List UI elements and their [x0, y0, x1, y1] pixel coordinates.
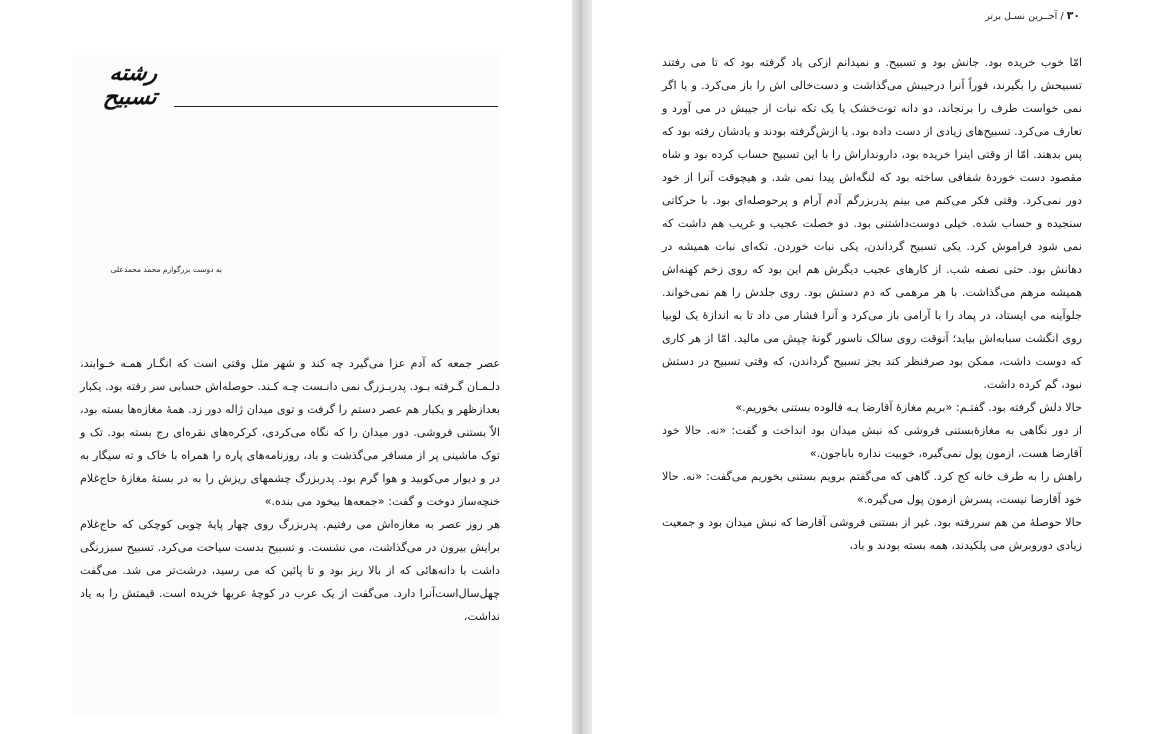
paragraph: عصر جمعه که آدم عزا می‌گیرد چه کند و شهر مثل وقتی است که انگـار همـه خـوابند، دلـمـان گـرفته بـود. پدربـزرگ نمی‌ دانـست چـه کـند. حوصله‌اش حسابی سر رفته بود. یکبار بعدازظهر و یکبار هم عصر دستم را گرفت و توی میدان ژاله دور زد. همهٔ مغازه‌ها بسته بود، الاّ بستنی فروشی. دور میدان را که نگاه می‌کردی، کرکره‌های نقره‌ای رج بسته بود. تک و توک ماشینی پر از مسافر می‌گذشت و باد، روزنامه‌های پاره را همراه با خاک و ته سیگار به در و دیوار می‌کوبید و هوا گرم بود. پدربزرگ چشمهای ریزش را به در بستهٔ مغازهٔ حاج‌غلام خنچه‌ساز دوخت و گفت: «جمعه‌ها بیخود می‌ بنده.»: [80, 357, 500, 508]
title-calligraphy: [84, 55, 180, 113]
paragraph: هر روز عصر به مغازه‌اش می رفتیم. پدربزرگ روی چهار پایهٔ چوبی کوچکی که حاج‌غلام برایش بیرون در می‌گذاشت، می نشست. و تسبیح بدست سیاحت می‌کرد. تسبیح سبزرنگی داشت با دانه‌هائی که از بالا ریز بود و تا پائین که می رسید، درشت‌تر می شد. می‌گفت چهل‌سال‌است‌آنرا دارد. می‌گفت از یک عرب در کوچهٔ عربها خریده است. قیمتش را به یاد نداشت،: [80, 518, 500, 623]
right-body-text: [662, 51, 1082, 557]
paragraph: حالا حوصلهٔ من هم سررفته بود. غیر از بستنی فروشی آقارضا که نبش میدان بود و جمعیت زیادی دوروبرش می پلکیدند، همه بسته بودند و باد،: [662, 516, 1082, 552]
title-underline: [174, 106, 498, 107]
running-header: ۳۰ / آخــرین نسـل برتر: [985, 9, 1080, 22]
paragraph: راهش را به طرف خانه کج کرد. گاهی که می‌گفتم برویم بستنی بخوریم می‌گفت: «نه. حالا خود آقارضا نیست، پسرش ازمون پول می‌گیره.»: [662, 470, 1082, 506]
page-number: ۳۰: [1066, 9, 1080, 22]
running-header-title: آخــرین نسـل برتر: [985, 11, 1058, 22]
book-gutter: [572, 0, 592, 734]
left-body-text: [80, 352, 500, 628]
book-title-logo: [78, 55, 498, 117]
left-page: [0, 0, 572, 734]
paragraph: امّا خوب خریده بود. جانش بود و تسبیح. و نمیدانم ازکی یاد گرفته بود که تا می رفتند تسبیحش را بگیرند، فوراً آنرا درجیبش می‌گذاشت و دست‌خالی اش را باز می‌کرد. و یا اگر نمی خواست طرف را برنجاند، دو دانه توت‌خشک یا یک تکه نبات از جیبش در می آورد و تعارف می‌کرد. تسبیح‌های زیادی از دست داده بود. یا ازش‌گرفته بودند و یادشان رفته بود که پس بدهند. امّا از وقتی اینرا خریده بود، دارونداراش را با این تسبیح حساب کرده بود و شاه مقصود دست خوردهٔ شفافی ساخته بود که لنگه‌اش پیدا نمی شد. و هیچوقت آنرا از خود دور نمی‌کرد. وقتی فکر می‌کنم می بینم پدربزرگم آدم آرام و پرحوصله‌ای بود. با حرکاتی سنجیده و حساب شده. خیلی دوست‌داشتنی بود. دو خصلت عجیب و غریب هم داشت که نمی شود فراموش کرد. یکی تسبیح گرداندن، یکی نبات خوردن. تکه‌ای نبات همیشه در دهانش بود. حتی نصفه شب. از کارهای عجیب دیگرش هم این بود که روی زخم کهنه‌اش همیشه مرهم می‌گذاشت. با هر مرهمی که دم دستش بود. روی جلدش را هم نمی‌خواند. جلوآینه می ایستاد، در پماد را با آرامی باز می‌کرد و آنرا فشار می داد تا به اندازهٔ یک لوبیا روی انگشت سبابه‌اش بیاید؛ آنوقت روی سالک ناسور گونهٔ چپش می مالید. امّا از هر کاری که دوست داشت، ممکن بود صرفنظر کند بجز تسبیح گرداندن، که وقتی تسبیح در دستش نبود، گم کرده داشت.: [662, 56, 1082, 391]
title-logo-text: رشته تسبیح: [101, 60, 160, 110]
dedication: به دوست بزرگوارم محمد محمدعلی: [110, 265, 222, 274]
paragraph: از دور نگاهی به مغازهٔ‌بستنی فروشی که نبش میدان بود انداخت و گفت: «نه. حالا خود آقارضا هست، ازمون پول نمی‌گیره، خوبیت نداره باباجون.»: [662, 424, 1082, 460]
paragraph: حالا دلش گرفته بود. گفتـم: «بریم مغازهٔ آقارضا یـه فالوده بستنی بخوریم.»: [735, 401, 1082, 414]
